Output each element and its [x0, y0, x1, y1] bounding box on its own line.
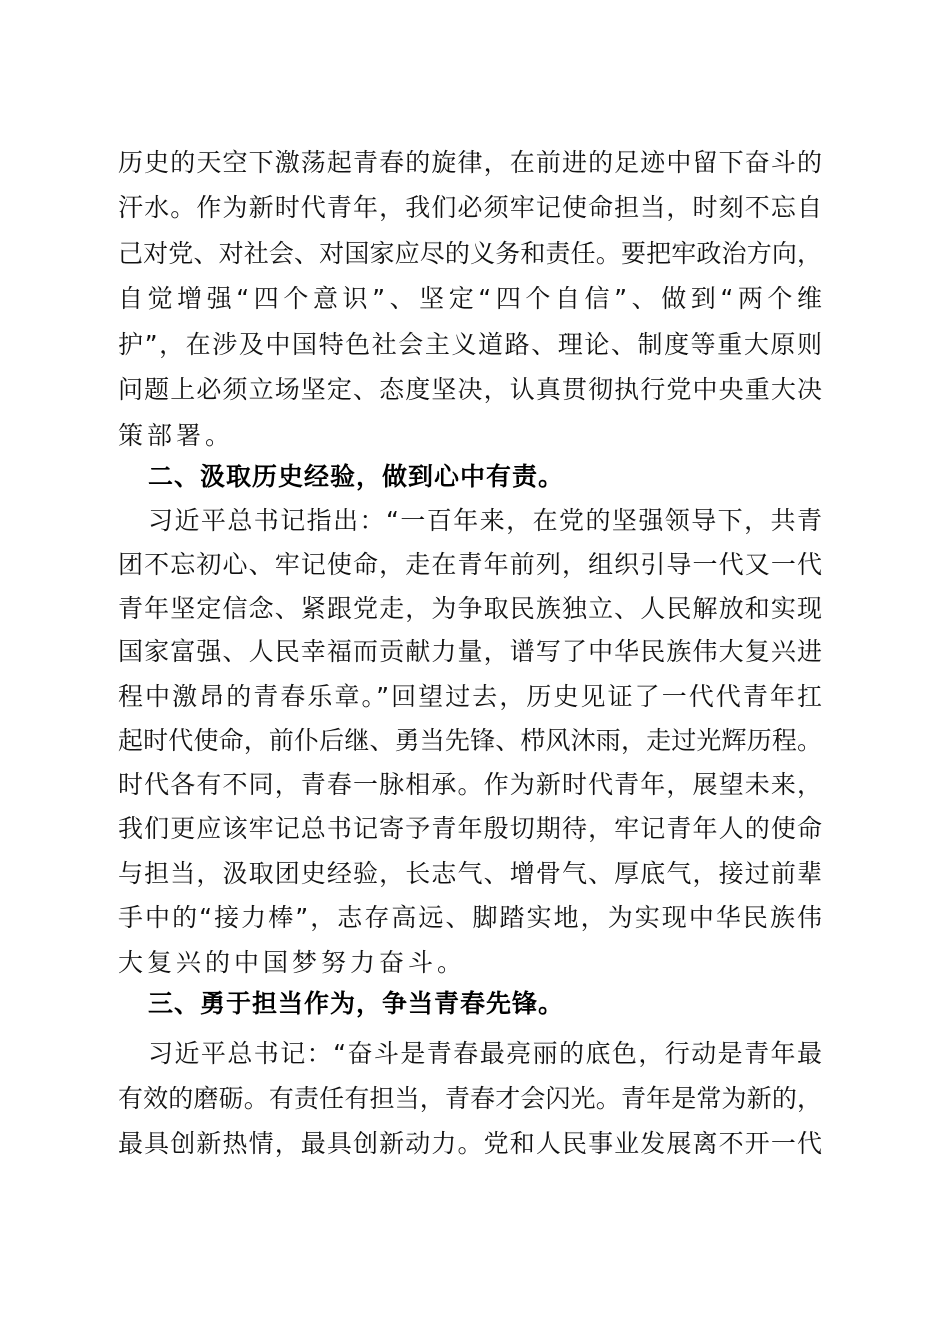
body-text-line: 与担当，汲取团史经验，长志气、增骨气、厚底气，接过前辈	[118, 859, 822, 888]
body-text-line: 青年坚定信念、紧跟党走，为争取民族独立、人民解放和实现	[118, 594, 822, 623]
body-text-line: 护”，在涉及中国特色社会主义道路、理论、制度等重大原则	[118, 330, 822, 359]
body-text-line: 汗水。作为新时代青年，我们必须牢记使命担当，时刻不忘自	[118, 193, 822, 222]
body-text-line: 大复兴的中国梦努力奋斗。	[118, 948, 467, 977]
body-text-line: 习近平总书记：“奋斗是青春最亮丽的底色，行动是青年最	[148, 1039, 822, 1068]
body-text-line: 起时代使命，前仆后继、勇当先锋、栉风沐雨，走过光辉历程。	[118, 726, 822, 755]
body-text-line: 程中激昂的青春乐章。”回望过去，历史见证了一代代青年扛	[118, 682, 822, 711]
body-text-line: 我们更应该牢记总书记寄予青年殷切期待，牢记青年人的使命	[118, 814, 822, 843]
body-text-line: 历史的天空下激荡起青春的旋律，在前进的足迹中留下奋斗的	[118, 148, 822, 177]
body-text-line: 自觉增强“四个意识”、坚定“四个自信”、做到“两个维	[118, 284, 822, 313]
body-text-line: 最具创新热情，最具创新动力。党和人民事业发展离不开一代	[118, 1129, 822, 1158]
body-text-line: 习近平总书记指出：“一百年来，在党的坚强领导下，共青	[148, 506, 822, 535]
body-text-line: 国家富强、人民幸福而贡献力量，谱写了中华民族伟大复兴进	[118, 637, 822, 666]
body-text-line: 己对党、对社会、对国家应尽的义务和责任。要把牢政治方向，	[118, 239, 822, 268]
section-heading: 三、勇于担当作为，争当青春先锋。	[148, 989, 565, 1018]
body-text-line: 团不忘初心、牢记使命，走在青年前列，组织引导一代又一代	[118, 550, 822, 579]
body-text-line: 有效的磨砺。有责任有担当，青春才会闪光。青年是常为新的，	[118, 1084, 822, 1113]
body-text-line: 手中的“接力棒”，志存高远、脚踏实地，为实现中华民族伟	[118, 903, 822, 932]
section-heading: 二、汲取历史经验，做到心中有责。	[148, 462, 565, 491]
body-text-line: 问题上必须立场坚定、态度坚决，认真贯彻执行党中央重大决	[118, 375, 822, 404]
body-text-line: 策部署。	[118, 421, 235, 450]
body-text-line: 时代各有不同，青春一脉相承。作为新时代青年，展望未来，	[118, 770, 822, 799]
